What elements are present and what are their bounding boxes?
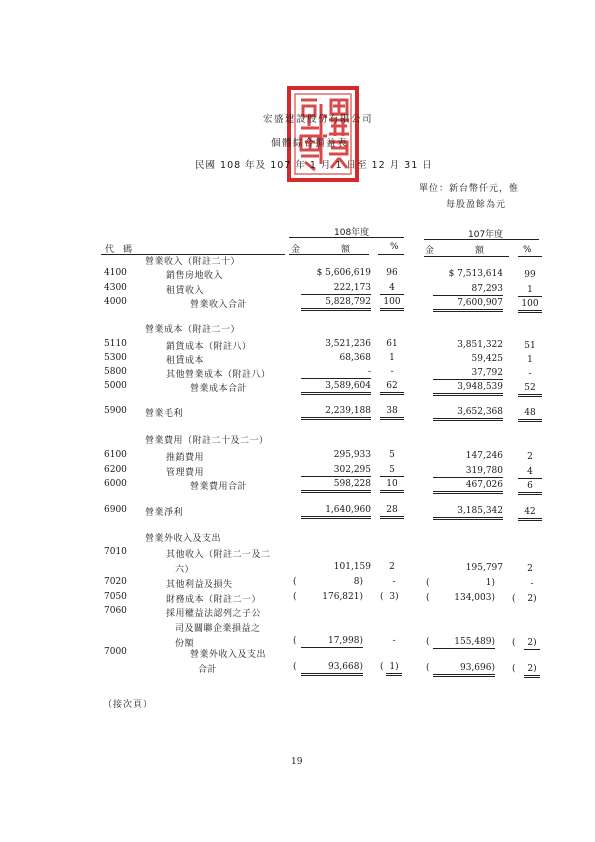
current-year-rule (289, 237, 404, 238)
row-label: 其他收入（附註二一及二 (166, 550, 271, 560)
row-label: 營業收入（附註二十） (145, 257, 241, 267)
open-paren: ( (293, 577, 297, 587)
current-percent: 10 (380, 479, 404, 493)
amount-header-prior: 金 額 (425, 246, 486, 256)
row-label: 財務成本（附註二一） (166, 595, 262, 605)
row-code: 5900 (104, 406, 127, 416)
code-column-header: 代 碼 (105, 245, 133, 255)
current-amount: 8) (353, 577, 363, 587)
current-percent: 1 (389, 353, 395, 363)
prior-percent: 1 (518, 285, 542, 297)
current-percent: 62 (380, 381, 404, 395)
row-label: 合計 (198, 665, 218, 675)
row-code: 7060 (104, 606, 127, 616)
current-percent: - (390, 367, 394, 377)
year-current-header: 108年度 (334, 228, 370, 238)
row-label: 管理費用 (166, 468, 205, 478)
prior-amount: 134,003) (454, 593, 495, 603)
continued-note: （接次頁） (103, 700, 154, 710)
open-paren: ( (293, 662, 297, 672)
open-paren: ( (426, 593, 430, 603)
row-code: 7010 (104, 547, 127, 557)
percent-header-prior: % (523, 245, 532, 255)
row-label: 推銷費用 (166, 453, 205, 463)
row-label: 租賃成本 (166, 356, 205, 366)
current-percent: 100 (380, 297, 404, 311)
row-label: 司及關聯企業損益之 (175, 624, 261, 634)
current-amount: 101,159 (333, 562, 371, 572)
current-amount: 295,933 (333, 450, 371, 460)
current-amount: 3,521,236 (325, 339, 371, 349)
row-code: 6100 (104, 450, 127, 460)
row-code: 5110 (104, 339, 127, 349)
row-label: 採用權益法認列之子公 (166, 609, 262, 619)
row-code: 5800 (104, 367, 127, 377)
row-code: 4300 (104, 283, 127, 293)
current-percent: 96 (386, 268, 398, 278)
prior-percent: 52 (518, 383, 542, 397)
prior-percent: - (530, 579, 534, 589)
current-percent: - (392, 636, 396, 646)
prior-amount: 467,026 (433, 480, 503, 494)
prior-amount: 37,792 (433, 368, 503, 380)
prior-amount: 155,489) (433, 637, 495, 649)
prior-amount: 87,293 (433, 284, 503, 296)
current-percent: 4 (380, 283, 404, 295)
prior-amount: $ 7,513,614 (448, 269, 503, 279)
open-paren: ( (512, 664, 516, 674)
prior-percent: 4 (518, 467, 542, 479)
row-code: 7050 (104, 592, 127, 602)
row-label: 份額 (175, 639, 195, 649)
row-label: 營業收入合計 (190, 300, 248, 310)
prior-percent: 2) (527, 594, 537, 604)
current-percent: 61 (386, 339, 398, 349)
row-label: 營業成本合計 (190, 384, 248, 394)
open-paren: ( (293, 592, 297, 602)
current-amount: 93,668) (301, 662, 363, 676)
open-paren: ( (426, 578, 430, 588)
row-label: 銷售房地收入 (166, 271, 224, 281)
prior-amount: 195,797 (465, 563, 503, 573)
open-paren: ( (512, 594, 516, 604)
prior-amount: 3,185,342 (433, 506, 503, 520)
prior-percent: 1 (527, 355, 533, 365)
current-amount: 598,228 (301, 479, 371, 493)
prior-percent: - (528, 369, 532, 379)
current-percent: 3) (389, 592, 399, 602)
row-code: 6900 (104, 505, 127, 515)
current-amount: $ 5,606,619 (316, 268, 371, 278)
row-label: 營業毛利 (145, 409, 184, 419)
percent-header-current: % (390, 242, 399, 252)
prior-year-rule (424, 239, 539, 240)
current-amount: 17,998) (301, 636, 363, 648)
current-percent: 28 (380, 505, 404, 519)
current-percent: 2 (389, 562, 395, 572)
prior-amount: 93,696) (433, 663, 495, 677)
row-label: 其他營業成本（附註八） (166, 370, 271, 380)
current-percent: 38 (380, 406, 404, 420)
year-prior-header: 107年度 (468, 230, 504, 240)
current-amount: 5,828,792 (301, 297, 371, 311)
open-paren: ( (380, 662, 384, 672)
row-code: 5300 (104, 353, 127, 363)
row-label: 六） (175, 565, 195, 575)
prior-percent: 99 (524, 270, 536, 280)
amount-header-current: 金 額 (291, 245, 352, 255)
prior-percent: 2 (527, 452, 533, 462)
row-code: 4000 (104, 297, 127, 307)
open-paren: ( (293, 636, 297, 646)
open-paren: ( (512, 638, 516, 648)
current-amount: 1,640,960 (301, 505, 371, 519)
row-label: 營業費用（附註二十及二一） (145, 436, 269, 446)
row-code: 6000 (104, 479, 127, 489)
row-label: 營業淨利 (145, 508, 184, 518)
row-label: 營業外收入及支出 (190, 650, 267, 660)
current-amount: 302,295 (301, 465, 371, 477)
current-percent: 5 (389, 450, 395, 460)
row-code: 7020 (104, 577, 127, 587)
header-rule-amount-current (289, 254, 369, 255)
row-code: 5000 (104, 381, 127, 391)
prior-amount: 1) (485, 578, 495, 588)
current-percent: 5 (380, 465, 404, 477)
row-label: 租賃收入 (166, 286, 205, 296)
prior-percent: 6 (518, 481, 542, 495)
prior-amount: 147,246 (465, 451, 503, 461)
row-label: 營業成本（附註二一） (145, 325, 241, 335)
prior-percent: 100 (518, 299, 542, 313)
prior-amount: 3,948,539 (433, 382, 503, 396)
statement-title: 個體綜合損益表 (271, 138, 349, 149)
current-amount: - (301, 367, 371, 379)
row-code: 6200 (104, 465, 127, 475)
current-percent: 1) (386, 662, 402, 676)
prior-percent: 2 (527, 564, 533, 574)
row-label: 銷貨成本（附註八） (166, 342, 252, 352)
page-number: 19 (291, 757, 303, 767)
prior-percent: 42 (518, 507, 542, 521)
current-amount: 68,368 (339, 353, 371, 363)
row-label: 其他利益及損失 (166, 580, 233, 590)
company-name: 宏盛建設股份有限公司 (263, 114, 374, 125)
row-label: 營業費用合計 (190, 482, 248, 492)
current-amount: 176,821) (322, 592, 363, 602)
current-percent: - (392, 577, 396, 587)
prior-amount: 3,652,368 (433, 407, 503, 421)
open-paren: ( (426, 637, 430, 647)
header-rule-pct-prior (518, 256, 542, 257)
unit-note-line-2: 每股盈餘為元 (446, 200, 507, 210)
prior-percent: 51 (524, 341, 536, 351)
open-paren: ( (426, 663, 430, 673)
row-code: 4100 (104, 268, 127, 278)
prior-percent: 48 (518, 408, 542, 422)
reporting-period: 民國 108 年及 107 年 1 月 1 日至 12 月 31 日 (195, 160, 433, 171)
prior-amount: 7,600,907 (433, 298, 503, 312)
header-rule-amount-prior (424, 256, 509, 257)
current-amount: 2,239,188 (301, 406, 371, 420)
row-label: 營業外收入及支出 (145, 534, 222, 544)
row-code: 7000 (104, 647, 127, 657)
current-amount: 3,589,604 (301, 381, 371, 395)
prior-amount: 319,780 (433, 466, 503, 478)
header-rule-pct-current (378, 254, 404, 255)
prior-amount: 3,851,322 (457, 340, 503, 350)
open-paren: ( (380, 592, 384, 602)
prior-percent: 2) (524, 638, 540, 650)
prior-percent: 2) (524, 664, 540, 678)
current-amount: 222,173 (301, 283, 371, 295)
unit-note-line-1: 單位：新台幣仟元，惟 (419, 184, 520, 194)
prior-amount: 59,425 (471, 354, 503, 364)
